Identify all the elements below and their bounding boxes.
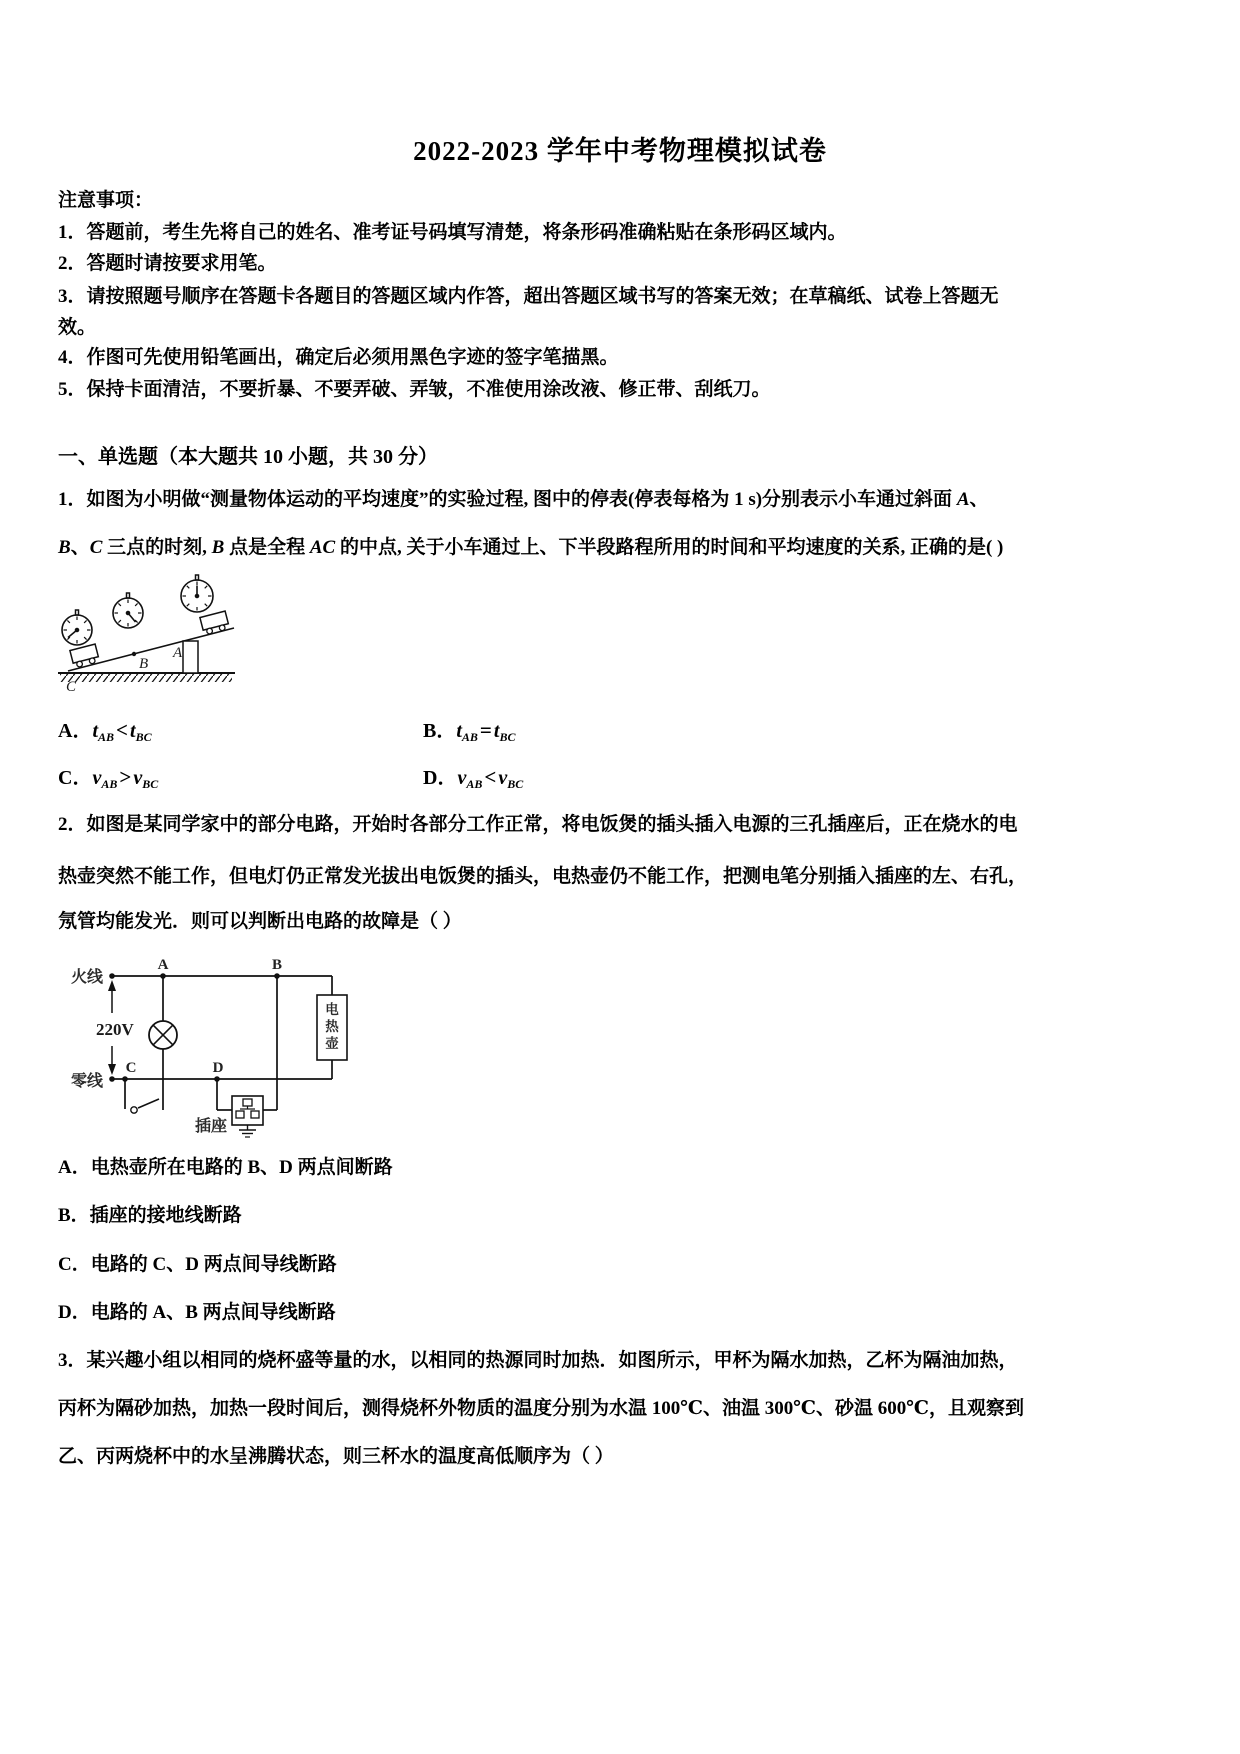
question-3-line-2: 丙杯为隔砂加热，加热一段时间后，测得烧杯外物质的温度分别为水温 100℃、油温 300℃、砂温 600℃，且观察到 bbox=[58, 1398, 1025, 1419]
option-letter: C． bbox=[58, 767, 93, 789]
ground-hatch bbox=[60, 674, 232, 682]
option-formula: $t_{AB}= t_{BC}$ bbox=[456, 718, 516, 744]
question-1-line-2: B、C 三点的时刻, B 点是全程 AC 的中点, 关于小车通过上、下半段路程所用的时间和平均速度的关系, 正确的是( ) bbox=[58, 537, 1004, 558]
q1-experiment-diagram bbox=[52, 568, 247, 698]
option-formula: $v_{AB}< v_{BC}$ bbox=[457, 765, 524, 791]
notice-item-1: 1．答题前，考生先将自己的姓名、准考证号码填写清楚，将条形码准确粘贴在条形码区域内。 bbox=[58, 222, 847, 243]
q2-option-a: A．电热壶所在电路的 B、D 两点间断路 bbox=[58, 1157, 393, 1178]
notice-item-4: 4．作图可先使用铅笔画出，确定后必须用黑色字迹的签字笔描黑。 bbox=[58, 347, 619, 368]
point-b-dot bbox=[132, 652, 136, 656]
socket-icon bbox=[232, 1096, 263, 1125]
option-formula: $t_{AB}< t_{BC}$ bbox=[92, 718, 152, 744]
q2-option-c: C．电路的 C、D 两点间导线断路 bbox=[58, 1254, 337, 1275]
stopwatch-hand bbox=[68, 630, 77, 638]
stopwatch-icon-1 bbox=[62, 610, 92, 645]
point-b-label: B bbox=[139, 656, 149, 672]
q1-option-a bbox=[58, 717, 152, 750]
notice-item-3-wrap: 效。 bbox=[58, 317, 97, 338]
socket-label: 插座 bbox=[194, 1118, 227, 1135]
question-2-line-3: 氖管均能发光．则可以判断出电路的故障是（ ） bbox=[58, 911, 462, 932]
option-letter: D． bbox=[423, 767, 458, 789]
notice-header: 注意事项： bbox=[58, 190, 154, 211]
stopwatch-hand bbox=[128, 613, 136, 622]
q1-option-b bbox=[423, 717, 515, 750]
question-2-line-2: 热壶突然不能工作，但电灯仍正常发光拔出电饭煲的插头，电热壶仍不能工作，把测电笔分别插入插座的左、右孔， bbox=[58, 866, 1028, 887]
ground-symbol bbox=[239, 1125, 256, 1137]
kettle-char-3: 壶 bbox=[325, 1036, 339, 1051]
stopwatch-icon-2 bbox=[113, 593, 143, 628]
kettle-char-1: 电 bbox=[325, 1002, 339, 1017]
switch-icon bbox=[125, 1079, 159, 1113]
notice-item-2: 2．答题时请按要求用笔。 bbox=[58, 253, 277, 274]
question-1-line-1: 1．如图为小明做“测量物体运动的平均速度”的实验过程, 图中的停表(停表每格为 1 s)分别表示小车通过斜面 A、 bbox=[58, 489, 989, 510]
incline-stopwatch-figure bbox=[52, 568, 247, 698]
section-header: 一、单选题（本大题共 10 小题，共 30 分） bbox=[58, 446, 438, 468]
household-circuit-figure bbox=[55, 958, 355, 1143]
question-2-line-1: 2．如图是某同学家中的部分电路，开始时各部分工作正常，将电饭煲的插头插入电源的三孔插座后，正在烧水的电 bbox=[58, 814, 1018, 835]
q2-circuit-diagram bbox=[55, 958, 355, 1143]
node-c-label: C bbox=[125, 1060, 137, 1076]
q2-option-b: B．插座的接地线断路 bbox=[58, 1205, 242, 1226]
point-c-label: C bbox=[66, 679, 77, 695]
node-a-label: A bbox=[157, 958, 169, 973]
neutral-wire-label: 零线 bbox=[70, 1073, 103, 1090]
option-formula: $v_{AB}> v_{BC}$ bbox=[92, 765, 159, 791]
notice-item-5: 5．保持卡面清洁，不要折暴、不要弄破、弄皱，不准使用涂改液、修正带、刮纸刀。 bbox=[58, 379, 771, 400]
stopwatch-icon-3 bbox=[181, 575, 213, 612]
option-letter: A． bbox=[58, 720, 93, 742]
kettle-char-2: 热 bbox=[325, 1019, 339, 1034]
notice-item-3: 3．请按照题号顺序在答题卡各题目的答题区域内作答，超出答题区域书写的答案无效；在草稿纸、试卷上答题无 bbox=[58, 286, 999, 307]
q2-option-d: D．电路的 A、B 两点间导线断路 bbox=[58, 1302, 336, 1323]
voltage-label: 220V bbox=[96, 1020, 134, 1039]
question-3-line-1: 3．某兴趣小组以相同的烧杯盛等量的水，以相同的热源同时加热．如图所示，甲杯为隔水加热，乙杯为隔油加热， bbox=[58, 1350, 1018, 1371]
page-title: 2022-2023 学年中考物理模拟试卷 bbox=[413, 136, 827, 166]
q1-option-c bbox=[58, 764, 158, 797]
cart-icon-top bbox=[200, 611, 230, 635]
option-letter: B． bbox=[423, 720, 457, 742]
q1-option-d bbox=[423, 764, 523, 797]
node-d-label: D bbox=[212, 1060, 224, 1076]
lamp-icon bbox=[149, 1021, 177, 1049]
question-3-line-3: 乙、丙两烧杯中的水呈沸腾状态，则三杯水的温度高低顺序为（ ） bbox=[58, 1446, 614, 1467]
live-wire-label: 火线 bbox=[70, 969, 103, 986]
node-b-label: B bbox=[271, 958, 283, 973]
support-block bbox=[183, 641, 198, 673]
point-a-label: A bbox=[173, 645, 183, 661]
